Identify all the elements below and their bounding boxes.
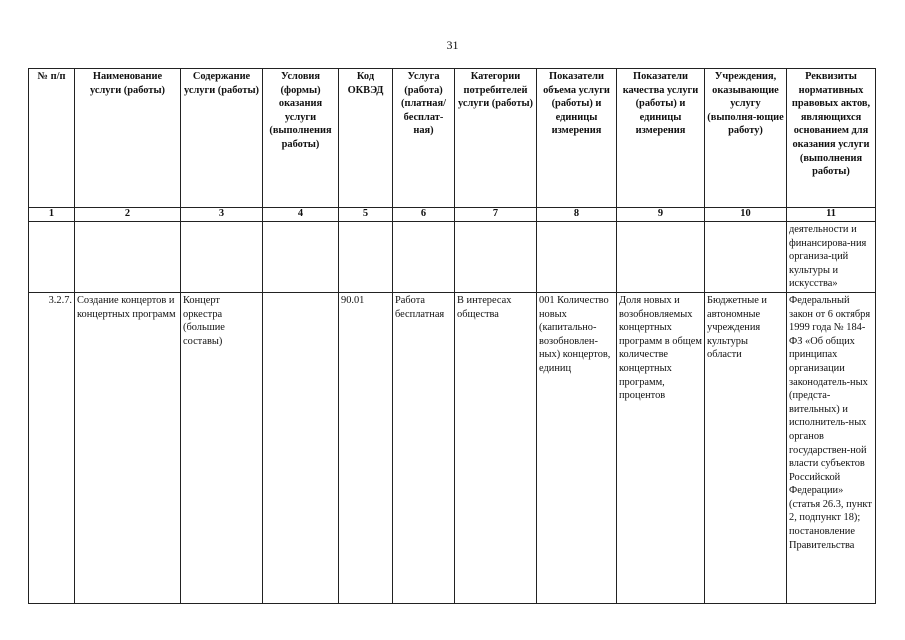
consumer-category: В интересах общества: [455, 292, 537, 603]
column-number: 8: [537, 208, 617, 222]
header-legal-acts: Реквизиты нормативных правовых актов, являющихся основанием для оказания услуги (выполнения работы): [787, 69, 876, 208]
header-service-name: Наименование услуги (работы): [75, 69, 181, 208]
header-consumer-categories: Категории потребителей услуги (работы): [455, 69, 537, 208]
quality-indicator: Доля новых и возобновляемых концертных программ в общем количестве концертных программ, процентов: [617, 292, 705, 603]
table-row: [29, 292, 876, 603]
column-number: 3: [181, 208, 263, 222]
service-content: Концерт оркестра (большие составы): [181, 292, 263, 603]
service-name: Создание концертов и концертных программ: [75, 292, 181, 603]
table-cell: [393, 222, 455, 293]
column-number: 11: [787, 208, 876, 222]
page-number: 31: [446, 38, 459, 52]
table-cell: [75, 222, 181, 293]
table-cell: [339, 222, 393, 293]
column-number: 10: [705, 208, 787, 222]
table-cell: [181, 222, 263, 293]
table-cell: [455, 222, 537, 293]
legal-acts: Федеральный закон от 6 октября 1999 года № 184-ФЗ «Об общих принципах организации законодатель-ных (предста-вительных) и исполнитель-ных органов государствен-ной власти субъектов Российской Федерации» (статья 26.3, пункт 2, подпункт 18); постановление Правительства: [787, 292, 876, 603]
table-cell: [537, 222, 617, 293]
header-quality-indicators: Показатели качества услуги (работы) и единицы измерения: [617, 69, 705, 208]
header-service-content: Содержание услуги (работы): [181, 69, 263, 208]
column-number: 9: [617, 208, 705, 222]
column-number: 7: [455, 208, 537, 222]
services-register-table: [28, 68, 876, 604]
paid-free-status: Работа бесплатная: [393, 292, 455, 603]
header-volume-indicators: Показатели объема услуги (работы) и единицы измерения: [537, 69, 617, 208]
header-institutions: Учреждения, оказывающие услугу (выполня-ющие работу): [705, 69, 787, 208]
header-paid-free: Услуга (работа) (платная/ бесплат-ная): [393, 69, 455, 208]
volume-indicator: 001 Количество новых (капитально-возобновлен-ных) концертов, единиц: [537, 292, 617, 603]
column-number: 5: [339, 208, 393, 222]
table-cell: [263, 222, 339, 293]
header-number: № п/п: [29, 69, 75, 208]
header-row: [29, 69, 876, 208]
column-number: 1: [29, 208, 75, 222]
table-cell: [617, 222, 705, 293]
column-number: 4: [263, 208, 339, 222]
header-conditions: Условия (формы) оказания услуги (выполнения работы): [263, 69, 339, 208]
column-number: 6: [393, 208, 455, 222]
legal-acts-continuation: деятельности и финансирова-ния организа-ций культуры и искусства»: [787, 222, 876, 293]
service-conditions: [263, 292, 339, 603]
continuation-row: [29, 222, 876, 293]
row-number: 3.2.7.: [29, 292, 75, 603]
column-number-row: [29, 208, 876, 222]
column-number: 2: [75, 208, 181, 222]
header-okved-code: Код ОКВЭД: [339, 69, 393, 208]
table-cell: [29, 222, 75, 293]
institutions: Бюджетные и автономные учреждения культуры области: [705, 292, 787, 603]
okved-code: 90.01: [339, 292, 393, 603]
table-cell: [705, 222, 787, 293]
